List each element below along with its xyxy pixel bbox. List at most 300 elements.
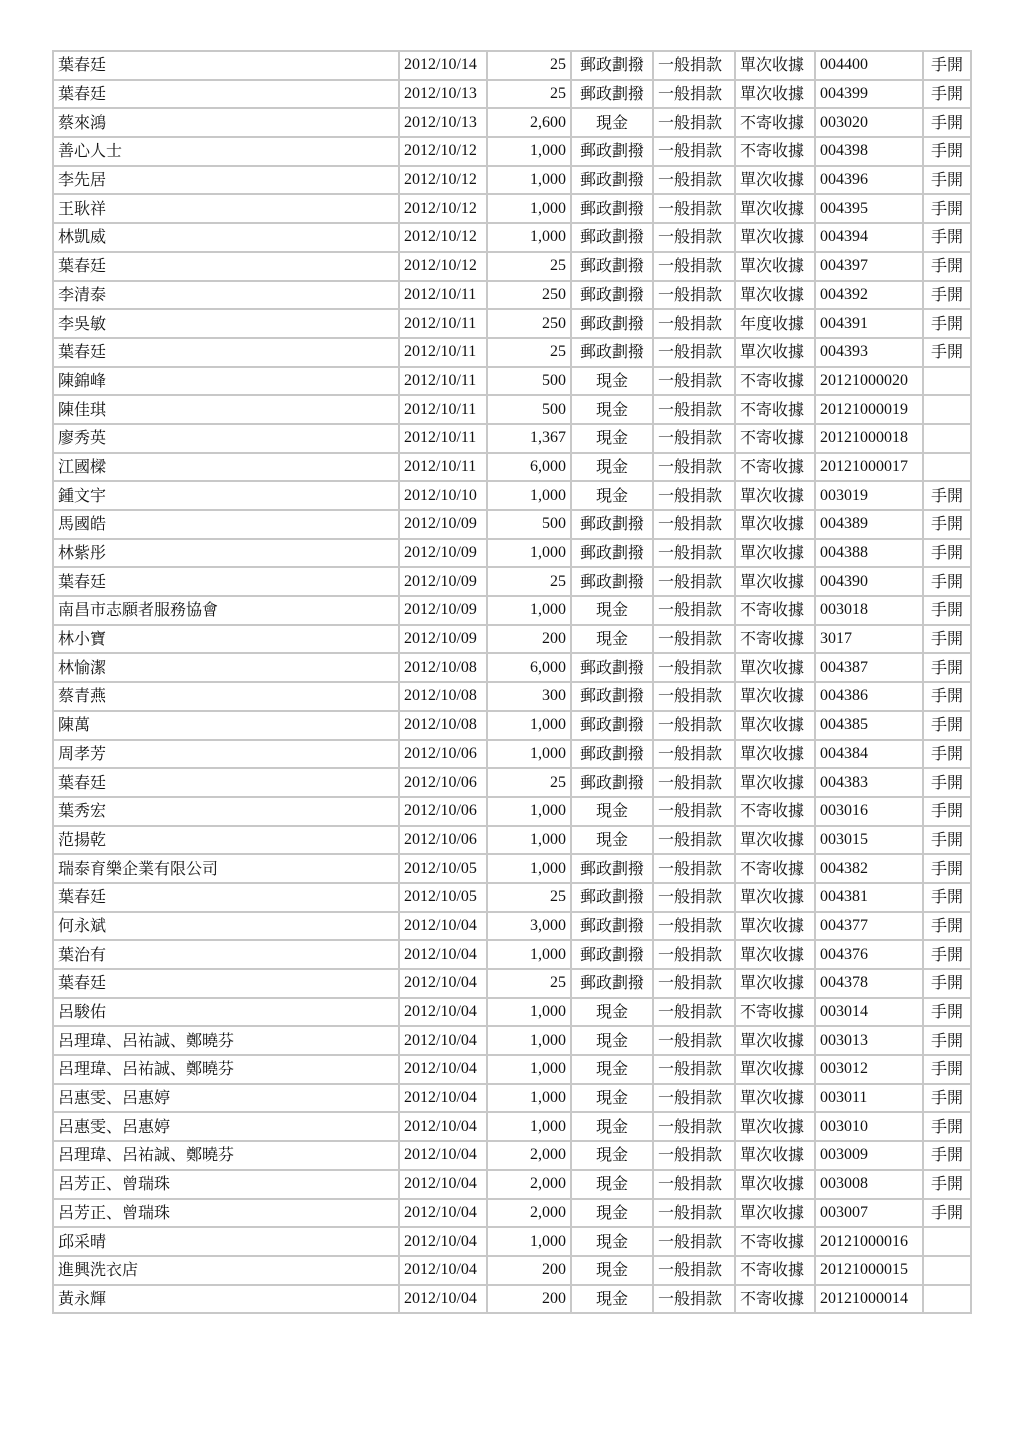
- donation-type-cell: 一般捐款: [653, 1170, 735, 1199]
- donor-name-cell: 呂理瑋、呂祐誠、鄭曉芬: [53, 1141, 399, 1170]
- receipt-number-cell: 004383: [815, 768, 923, 797]
- payment-method-cell: 郵政劃撥: [571, 51, 653, 80]
- date-cell: 2012/10/05: [399, 883, 487, 912]
- donation-type-cell: 一般捐款: [653, 1256, 735, 1285]
- table-row: [53, 395, 971, 424]
- payment-method-cell: 現金: [571, 826, 653, 855]
- amount-cell: 25: [487, 51, 571, 80]
- donation-type-cell: 一般捐款: [653, 1112, 735, 1141]
- receipt-type-cell: 單次收據: [735, 223, 815, 252]
- receipt-type-cell: 單次收據: [735, 969, 815, 998]
- issue-method-cell: 手開: [923, 625, 971, 654]
- donation-type-cell: 一般捐款: [653, 166, 735, 195]
- amount-cell: 25: [487, 883, 571, 912]
- donor-name-cell: 鍾文宇: [53, 481, 399, 510]
- receipt-type-cell: 單次收據: [735, 768, 815, 797]
- receipt-number-cell: 003007: [815, 1199, 923, 1228]
- table-row: [53, 854, 971, 883]
- amount-cell: 25: [487, 80, 571, 109]
- donor-name-cell: 瑞泰育樂企業有限公司: [53, 854, 399, 883]
- amount-cell: 6,000: [487, 453, 571, 482]
- donor-name-cell: 葉春廷: [53, 768, 399, 797]
- issue-method-cell: 手開: [923, 137, 971, 166]
- amount-cell: 1,000: [487, 711, 571, 740]
- amount-cell: 6,000: [487, 653, 571, 682]
- amount-cell: 250: [487, 281, 571, 310]
- receipt-number-cell: 004378: [815, 969, 923, 998]
- table-row: [53, 51, 971, 80]
- issue-method-cell: [923, 1256, 971, 1285]
- donation-type-cell: 一般捐款: [653, 137, 735, 166]
- receipt-type-cell: 單次收據: [735, 51, 815, 80]
- table-row: [53, 1112, 971, 1141]
- table-row: [53, 539, 971, 568]
- amount-cell: 1,000: [487, 596, 571, 625]
- donor-name-cell: 葉春廷: [53, 338, 399, 367]
- receipt-type-cell: 不寄收據: [735, 424, 815, 453]
- payment-method-cell: 郵政劃撥: [571, 137, 653, 166]
- donation-type-cell: 一般捐款: [653, 1141, 735, 1170]
- receipt-type-cell: 單次收據: [735, 1112, 815, 1141]
- receipt-type-cell: 單次收據: [735, 1141, 815, 1170]
- payment-method-cell: 郵政劃撥: [571, 912, 653, 941]
- amount-cell: 1,000: [487, 539, 571, 568]
- payment-method-cell: 現金: [571, 108, 653, 137]
- date-cell: 2012/10/04: [399, 912, 487, 941]
- amount-cell: 25: [487, 969, 571, 998]
- donor-name-cell: 李清泰: [53, 281, 399, 310]
- donor-name-cell: 范揚乾: [53, 826, 399, 855]
- donor-name-cell: 葉春廷: [53, 567, 399, 596]
- receipt-type-cell: 單次收據: [735, 1170, 815, 1199]
- donor-name-cell: 李吳敏: [53, 309, 399, 338]
- amount-cell: 1,000: [487, 854, 571, 883]
- receipt-number-cell: 004399: [815, 80, 923, 109]
- table-row: [53, 252, 971, 281]
- donation-type-cell: 一般捐款: [653, 539, 735, 568]
- date-cell: 2012/10/06: [399, 768, 487, 797]
- receipt-number-cell: 004377: [815, 912, 923, 941]
- payment-method-cell: 郵政劃撥: [571, 539, 653, 568]
- amount-cell: 1,000: [487, 166, 571, 195]
- donation-type-cell: 一般捐款: [653, 682, 735, 711]
- donor-name-cell: 進興洗衣店: [53, 1256, 399, 1285]
- date-cell: 2012/10/04: [399, 1055, 487, 1084]
- donation-type-cell: 一般捐款: [653, 1084, 735, 1113]
- amount-cell: 1,000: [487, 998, 571, 1027]
- date-cell: 2012/10/14: [399, 51, 487, 80]
- table-row: [53, 969, 971, 998]
- date-cell: 2012/10/04: [399, 1026, 487, 1055]
- table-row: [53, 883, 971, 912]
- issue-method-cell: 手開: [923, 281, 971, 310]
- donation-table: [52, 50, 972, 1314]
- receipt-type-cell: 不寄收據: [735, 998, 815, 1027]
- receipt-type-cell: 不寄收據: [735, 108, 815, 137]
- date-cell: 2012/10/13: [399, 80, 487, 109]
- payment-method-cell: 現金: [571, 453, 653, 482]
- receipt-number-cell: 004381: [815, 883, 923, 912]
- donor-name-cell: 王耿祥: [53, 194, 399, 223]
- receipt-number-cell: 003012: [815, 1055, 923, 1084]
- donor-name-cell: 林紫彤: [53, 539, 399, 568]
- receipt-number-cell: 003011: [815, 1084, 923, 1113]
- issue-method-cell: 手開: [923, 194, 971, 223]
- donor-name-cell: 陳萬: [53, 711, 399, 740]
- table-row: [53, 309, 971, 338]
- donation-type-cell: 一般捐款: [653, 453, 735, 482]
- payment-method-cell: 現金: [571, 395, 653, 424]
- table-row: [53, 510, 971, 539]
- receipt-number-cell: 20121000014: [815, 1285, 923, 1314]
- payment-method-cell: 郵政劃撥: [571, 166, 653, 195]
- amount-cell: 500: [487, 510, 571, 539]
- payment-method-cell: 郵政劃撥: [571, 510, 653, 539]
- receipt-type-cell: 不寄收據: [735, 854, 815, 883]
- amount-cell: 25: [487, 252, 571, 281]
- receipt-number-cell: 004397: [815, 252, 923, 281]
- donation-type-cell: 一般捐款: [653, 797, 735, 826]
- issue-method-cell: 手開: [923, 51, 971, 80]
- receipt-number-cell: 004386: [815, 682, 923, 711]
- receipt-type-cell: 單次收據: [735, 194, 815, 223]
- receipt-type-cell: 單次收據: [735, 481, 815, 510]
- receipt-type-cell: 不寄收據: [735, 367, 815, 396]
- table-row: [53, 682, 971, 711]
- amount-cell: 1,000: [487, 1026, 571, 1055]
- payment-method-cell: 郵政劃撥: [571, 281, 653, 310]
- donation-type-cell: 一般捐款: [653, 826, 735, 855]
- receipt-number-cell: 004387: [815, 653, 923, 682]
- issue-method-cell: 手開: [923, 1055, 971, 1084]
- receipt-number-cell: 004395: [815, 194, 923, 223]
- issue-method-cell: 手開: [923, 854, 971, 883]
- payment-method-cell: 現金: [571, 1227, 653, 1256]
- payment-method-cell: 現金: [571, 481, 653, 510]
- donation-type-cell: 一般捐款: [653, 740, 735, 769]
- receipt-number-cell: 003015: [815, 826, 923, 855]
- date-cell: 2012/10/11: [399, 367, 487, 396]
- donation-type-cell: 一般捐款: [653, 481, 735, 510]
- amount-cell: 2,000: [487, 1199, 571, 1228]
- payment-method-cell: 現金: [571, 1199, 653, 1228]
- donor-name-cell: 林凱威: [53, 223, 399, 252]
- payment-method-cell: 現金: [571, 596, 653, 625]
- receipt-number-cell: 004396: [815, 166, 923, 195]
- table-row: [53, 1141, 971, 1170]
- issue-method-cell: 手開: [923, 1141, 971, 1170]
- payment-method-cell: 現金: [571, 1285, 653, 1314]
- donation-type-cell: 一般捐款: [653, 1055, 735, 1084]
- issue-method-cell: 手開: [923, 1199, 971, 1228]
- receipt-type-cell: 不寄收據: [735, 137, 815, 166]
- issue-method-cell: 手開: [923, 653, 971, 682]
- donor-name-cell: 周孝芳: [53, 740, 399, 769]
- receipt-number-cell: 004388: [815, 539, 923, 568]
- table-row: [53, 166, 971, 195]
- amount-cell: 250: [487, 309, 571, 338]
- table-row: [53, 194, 971, 223]
- date-cell: 2012/10/11: [399, 338, 487, 367]
- receipt-type-cell: 單次收據: [735, 539, 815, 568]
- table-row: [53, 481, 971, 510]
- date-cell: 2012/10/09: [399, 539, 487, 568]
- payment-method-cell: 郵政劃撥: [571, 252, 653, 281]
- receipt-type-cell: 單次收據: [735, 338, 815, 367]
- table-row: [53, 1055, 971, 1084]
- date-cell: 2012/10/12: [399, 166, 487, 195]
- donation-type-cell: 一般捐款: [653, 940, 735, 969]
- receipt-number-cell: 003013: [815, 1026, 923, 1055]
- amount-cell: 500: [487, 367, 571, 396]
- issue-method-cell: 手開: [923, 998, 971, 1027]
- donation-type-cell: 一般捐款: [653, 223, 735, 252]
- table-row: [53, 1084, 971, 1113]
- date-cell: 2012/10/12: [399, 252, 487, 281]
- date-cell: 2012/10/04: [399, 1285, 487, 1314]
- amount-cell: 1,000: [487, 826, 571, 855]
- table-row: [53, 1227, 971, 1256]
- donation-type-cell: 一般捐款: [653, 395, 735, 424]
- donation-type-cell: 一般捐款: [653, 80, 735, 109]
- payment-method-cell: 郵政劃撥: [571, 682, 653, 711]
- date-cell: 2012/10/09: [399, 625, 487, 654]
- receipt-type-cell: 單次收據: [735, 682, 815, 711]
- donation-type-cell: 一般捐款: [653, 596, 735, 625]
- receipt-type-cell: 不寄收據: [735, 596, 815, 625]
- issue-method-cell: 手開: [923, 252, 971, 281]
- date-cell: 2012/10/11: [399, 453, 487, 482]
- donor-name-cell: 葉春廷: [53, 883, 399, 912]
- payment-method-cell: 郵政劃撥: [571, 740, 653, 769]
- table-row: [53, 338, 971, 367]
- payment-method-cell: 郵政劃撥: [571, 338, 653, 367]
- donor-name-cell: 林小寶: [53, 625, 399, 654]
- receipt-type-cell: 單次收據: [735, 166, 815, 195]
- payment-method-cell: 現金: [571, 998, 653, 1027]
- receipt-type-cell: 單次收據: [735, 80, 815, 109]
- payment-method-cell: 郵政劃撥: [571, 223, 653, 252]
- date-cell: 2012/10/12: [399, 223, 487, 252]
- date-cell: 2012/10/05: [399, 854, 487, 883]
- donation-type-cell: 一般捐款: [653, 969, 735, 998]
- issue-method-cell: [923, 1285, 971, 1314]
- receipt-type-cell: 不寄收據: [735, 797, 815, 826]
- receipt-number-cell: 004384: [815, 740, 923, 769]
- issue-method-cell: [923, 367, 971, 396]
- donor-name-cell: 呂駿佑: [53, 998, 399, 1027]
- receipt-type-cell: 單次收據: [735, 826, 815, 855]
- table-row: [53, 1170, 971, 1199]
- donation-type-cell: 一般捐款: [653, 510, 735, 539]
- donor-name-cell: 葉秀宏: [53, 797, 399, 826]
- table-row: [53, 596, 971, 625]
- amount-cell: 200: [487, 1256, 571, 1285]
- payment-method-cell: 現金: [571, 1256, 653, 1285]
- donor-name-cell: 陳佳琪: [53, 395, 399, 424]
- date-cell: 2012/10/08: [399, 711, 487, 740]
- table-row: [53, 740, 971, 769]
- date-cell: 2012/10/08: [399, 653, 487, 682]
- receipt-number-cell: 20121000018: [815, 424, 923, 453]
- amount-cell: 1,367: [487, 424, 571, 453]
- issue-method-cell: 手開: [923, 338, 971, 367]
- issue-method-cell: 手開: [923, 826, 971, 855]
- date-cell: 2012/10/04: [399, 1227, 487, 1256]
- amount-cell: 2,600: [487, 108, 571, 137]
- donation-type-cell: 一般捐款: [653, 1199, 735, 1228]
- receipt-number-cell: 004394: [815, 223, 923, 252]
- amount-cell: 3,000: [487, 912, 571, 941]
- date-cell: 2012/10/04: [399, 1112, 487, 1141]
- donor-name-cell: 陳錦峰: [53, 367, 399, 396]
- payment-method-cell: 郵政劃撥: [571, 969, 653, 998]
- donor-name-cell: 呂惠雯、呂惠婷: [53, 1112, 399, 1141]
- receipt-number-cell: 003019: [815, 481, 923, 510]
- issue-method-cell: 手開: [923, 1112, 971, 1141]
- donor-name-cell: 南昌市志願者服務協會: [53, 596, 399, 625]
- donor-name-cell: 葉春廷: [53, 252, 399, 281]
- issue-method-cell: 手開: [923, 166, 971, 195]
- donor-name-cell: 葉春廷: [53, 51, 399, 80]
- receipt-type-cell: 不寄收據: [735, 395, 815, 424]
- table-row: [53, 137, 971, 166]
- donation-type-cell: 一般捐款: [653, 711, 735, 740]
- receipt-type-cell: 單次收據: [735, 281, 815, 310]
- donation-type-cell: 一般捐款: [653, 567, 735, 596]
- date-cell: 2012/10/12: [399, 194, 487, 223]
- date-cell: 2012/10/09: [399, 510, 487, 539]
- payment-method-cell: 郵政劃撥: [571, 883, 653, 912]
- payment-method-cell: 郵政劃撥: [571, 854, 653, 883]
- receipt-number-cell: 004393: [815, 338, 923, 367]
- table-row: [53, 940, 971, 969]
- issue-method-cell: 手開: [923, 481, 971, 510]
- issue-method-cell: 手開: [923, 1170, 971, 1199]
- table-row: [53, 826, 971, 855]
- date-cell: 2012/10/11: [399, 281, 487, 310]
- date-cell: 2012/10/04: [399, 969, 487, 998]
- donor-name-cell: 呂芳正、曾瑞珠: [53, 1199, 399, 1228]
- issue-method-cell: [923, 453, 971, 482]
- receipt-number-cell: 004385: [815, 711, 923, 740]
- payment-method-cell: 現金: [571, 625, 653, 654]
- receipt-type-cell: 單次收據: [735, 912, 815, 941]
- donor-name-cell: 廖秀英: [53, 424, 399, 453]
- receipt-number-cell: 004390: [815, 567, 923, 596]
- date-cell: 2012/10/04: [399, 1141, 487, 1170]
- receipt-number-cell: 003010: [815, 1112, 923, 1141]
- amount-cell: 25: [487, 768, 571, 797]
- table-row: [53, 453, 971, 482]
- date-cell: 2012/10/08: [399, 682, 487, 711]
- date-cell: 2012/10/06: [399, 826, 487, 855]
- table-row: [53, 1026, 971, 1055]
- table-row: [53, 768, 971, 797]
- payment-method-cell: 郵政劃撥: [571, 940, 653, 969]
- payment-method-cell: 現金: [571, 1112, 653, 1141]
- receipt-type-cell: 不寄收據: [735, 1285, 815, 1314]
- receipt-number-cell: 003009: [815, 1141, 923, 1170]
- payment-method-cell: 郵政劃撥: [571, 653, 653, 682]
- amount-cell: 1,000: [487, 1055, 571, 1084]
- receipt-type-cell: 單次收據: [735, 510, 815, 539]
- donor-name-cell: 何永斌: [53, 912, 399, 941]
- donor-name-cell: 葉治有: [53, 940, 399, 969]
- payment-method-cell: 現金: [571, 367, 653, 396]
- date-cell: 2012/10/10: [399, 481, 487, 510]
- receipt-type-cell: 單次收據: [735, 653, 815, 682]
- amount-cell: 1,000: [487, 137, 571, 166]
- receipt-type-cell: 單次收據: [735, 1199, 815, 1228]
- receipt-number-cell: 004391: [815, 309, 923, 338]
- payment-method-cell: 現金: [571, 1084, 653, 1113]
- donation-type-cell: 一般捐款: [653, 768, 735, 797]
- payment-method-cell: 郵政劃撥: [571, 194, 653, 223]
- table-row: [53, 912, 971, 941]
- amount-cell: 1,000: [487, 1227, 571, 1256]
- table-row: [53, 711, 971, 740]
- donor-name-cell: 善心人士: [53, 137, 399, 166]
- amount-cell: 25: [487, 338, 571, 367]
- date-cell: 2012/10/13: [399, 108, 487, 137]
- receipt-type-cell: 不寄收據: [735, 453, 815, 482]
- receipt-type-cell: 單次收據: [735, 740, 815, 769]
- receipt-number-cell: 004376: [815, 940, 923, 969]
- amount-cell: 1,000: [487, 1084, 571, 1113]
- donor-name-cell: 林愉潔: [53, 653, 399, 682]
- receipt-number-cell: 20121000015: [815, 1256, 923, 1285]
- issue-method-cell: 手開: [923, 768, 971, 797]
- date-cell: 2012/10/04: [399, 1199, 487, 1228]
- receipt-number-cell: 3017: [815, 625, 923, 654]
- date-cell: 2012/10/04: [399, 1170, 487, 1199]
- issue-method-cell: 手開: [923, 567, 971, 596]
- table-row: [53, 223, 971, 252]
- issue-method-cell: 手開: [923, 797, 971, 826]
- issue-method-cell: [923, 395, 971, 424]
- table-row: [53, 1285, 971, 1314]
- date-cell: 2012/10/09: [399, 596, 487, 625]
- receipt-type-cell: 單次收據: [735, 1084, 815, 1113]
- issue-method-cell: 手開: [923, 223, 971, 252]
- payment-method-cell: 郵政劃撥: [571, 768, 653, 797]
- table-row: [53, 108, 971, 137]
- payment-method-cell: 現金: [571, 797, 653, 826]
- table-body: [53, 51, 971, 1313]
- receipt-number-cell: 20121000016: [815, 1227, 923, 1256]
- donation-type-cell: 一般捐款: [653, 1227, 735, 1256]
- receipt-type-cell: 單次收據: [735, 1026, 815, 1055]
- donation-type-cell: 一般捐款: [653, 309, 735, 338]
- amount-cell: 1,000: [487, 797, 571, 826]
- donation-type-cell: 一般捐款: [653, 108, 735, 137]
- issue-method-cell: 手開: [923, 108, 971, 137]
- issue-method-cell: 手開: [923, 740, 971, 769]
- issue-method-cell: 手開: [923, 596, 971, 625]
- payment-method-cell: 郵政劃撥: [571, 567, 653, 596]
- donation-type-cell: 一般捐款: [653, 1026, 735, 1055]
- receipt-number-cell: 20121000019: [815, 395, 923, 424]
- payment-method-cell: 郵政劃撥: [571, 711, 653, 740]
- receipt-number-cell: 20121000017: [815, 453, 923, 482]
- date-cell: 2012/10/11: [399, 424, 487, 453]
- donation-type-cell: 一般捐款: [653, 625, 735, 654]
- table-row: [53, 998, 971, 1027]
- date-cell: 2012/10/09: [399, 567, 487, 596]
- receipt-type-cell: 單次收據: [735, 1055, 815, 1084]
- table-row: [53, 567, 971, 596]
